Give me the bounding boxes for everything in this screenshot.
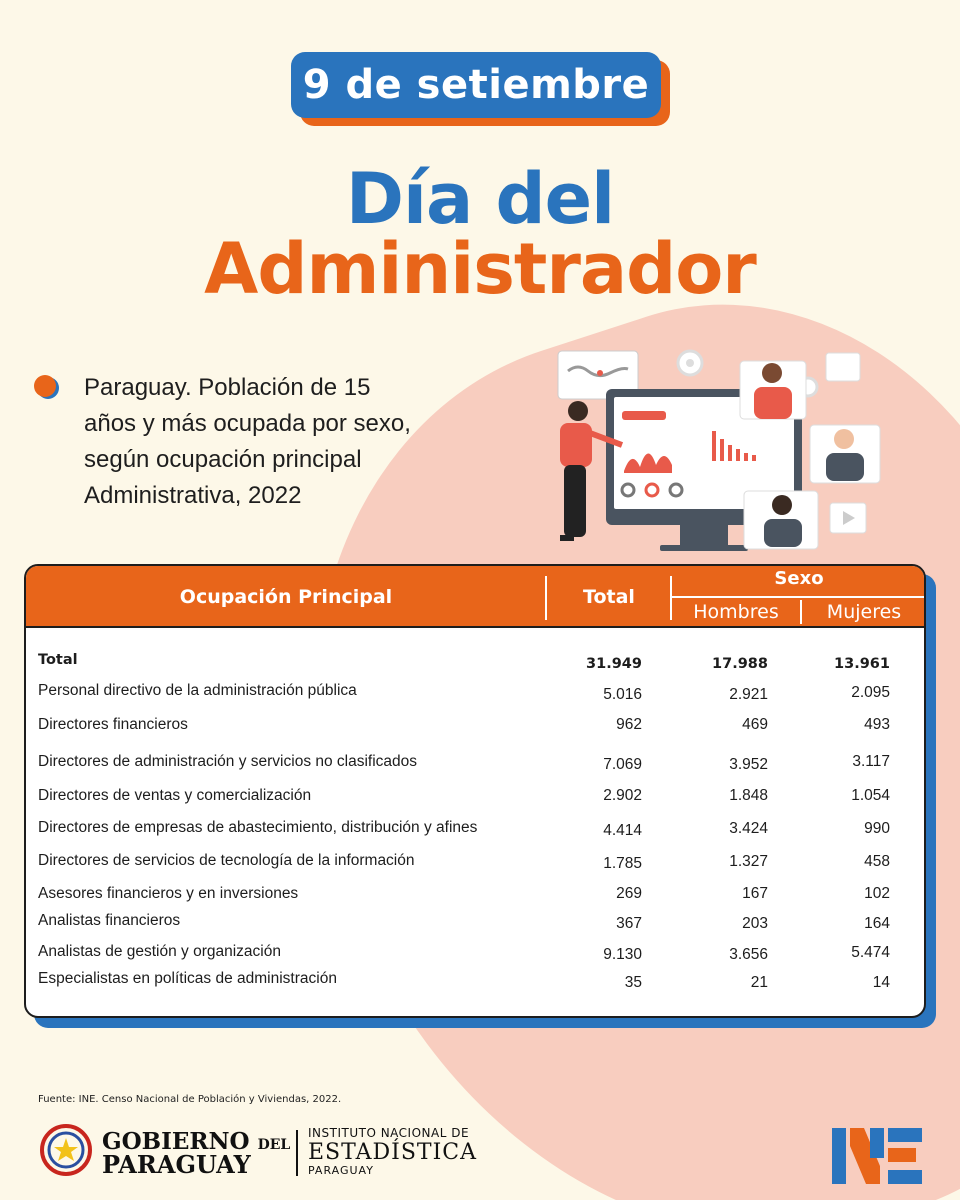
row-women: 1.054 [851,787,890,804]
row-label: Personal directivo de la administración pública [38,682,357,699]
row-total: 4.414 [603,822,642,839]
table-row [26,753,924,777]
table-row [26,885,924,909]
row-women: 3.117 [852,753,890,770]
row-men: 167 [742,885,768,902]
row-women: 2.095 [851,684,890,701]
subtitle-line: Paraguay. Población de 15 [84,374,371,401]
row-women: 14 [872,974,890,991]
row-label: Analistas de gestión y organización [38,943,281,960]
row-women: 5.474 [851,944,890,961]
row-total: 35 [624,974,642,991]
row-total: 5.016 [603,686,642,703]
subtitle-line: años y más ocupada por sexo, [84,410,411,437]
row-total: 962 [616,716,642,733]
table-row [26,970,924,994]
table-row [26,682,924,706]
row-label: Directores financieros [38,716,188,733]
row-total: 7.069 [603,756,642,773]
title-line-1: Día del [345,158,615,240]
gob-del: DEL [257,1137,291,1153]
row-women: 102 [864,885,890,902]
ine-line-2: ESTADÍSTICA [308,1140,477,1165]
row-label: Asesores financieros y en inversiones [38,885,299,902]
row-men: 3.656 [729,946,768,963]
table-row [26,912,924,936]
row-women: 13.961 [834,656,890,672]
row-label: Directores de empresas de abastecimiento, distribución y afines [38,819,478,836]
gob-line-1: GOBIERNO [102,1128,250,1155]
row-total: 2.902 [603,787,642,804]
header-women: Mujeres [826,601,902,623]
row-label: Total [38,652,78,668]
row-label: Especialistas en políticas de administración [38,970,337,987]
row-label: Directores de servicios de tecnología de la información [38,852,415,869]
row-total: 9.130 [603,946,642,963]
table-row-total [26,652,924,676]
table-header [26,566,924,628]
row-men: 21 [750,974,768,991]
header-total: Total [583,586,635,608]
row-total: 269 [616,885,642,902]
row-men: 17.988 [712,656,768,672]
row-men: 203 [742,915,768,932]
table-row [26,819,924,843]
ine-logo-icon [832,1126,924,1186]
row-men: 1.327 [729,853,768,870]
header-men: Hombres [693,601,779,623]
row-women: 164 [864,915,890,932]
row-men: 3.424 [729,820,768,837]
subtitle-line: Administrativa, 2022 [84,482,302,509]
subtitle-line: según ocupación principal [84,446,362,473]
bullet-icon [34,375,56,397]
subtitle [84,370,524,514]
title-line-2: Administrador [204,228,756,310]
ine-line-1: INSTITUTO NACIONAL DE [308,1126,470,1140]
office-illustration [540,345,910,560]
row-total: 31.949 [586,656,642,672]
row-label: Directores de administración y servicios no clasificados [38,753,418,770]
source-note: Fuente: INE. Censo Nacional de Población y Viviendas, 2022. [38,1094,342,1105]
table-row [26,943,924,967]
date-badge: 9 de setiembre [291,52,661,118]
table-row [26,787,924,811]
row-men: 3.952 [729,756,768,773]
row-men: 469 [742,716,768,733]
header-occupation: Ocupación Principal [179,586,393,608]
ine-line-3: PARAGUAY [308,1164,374,1177]
table-row [26,852,924,876]
row-women: 990 [864,820,890,837]
row-women: 493 [864,716,890,733]
row-total: 1.785 [603,855,642,872]
row-label: Analistas financieros [38,912,181,929]
gob-line-2: PARAGUAY [102,1150,251,1179]
table-row [26,716,924,740]
paraguay-seal-icon [38,1124,94,1176]
row-women: 458 [864,853,890,870]
header-sex: Sexo [774,568,824,589]
row-men: 2.921 [729,686,768,703]
row-men: 1.848 [729,787,768,804]
data-table [24,564,926,1018]
row-label: Directores de ventas y comercialización [38,787,312,804]
row-total: 367 [616,915,642,932]
logo-divider [296,1130,298,1176]
government-logo [38,1124,478,1180]
